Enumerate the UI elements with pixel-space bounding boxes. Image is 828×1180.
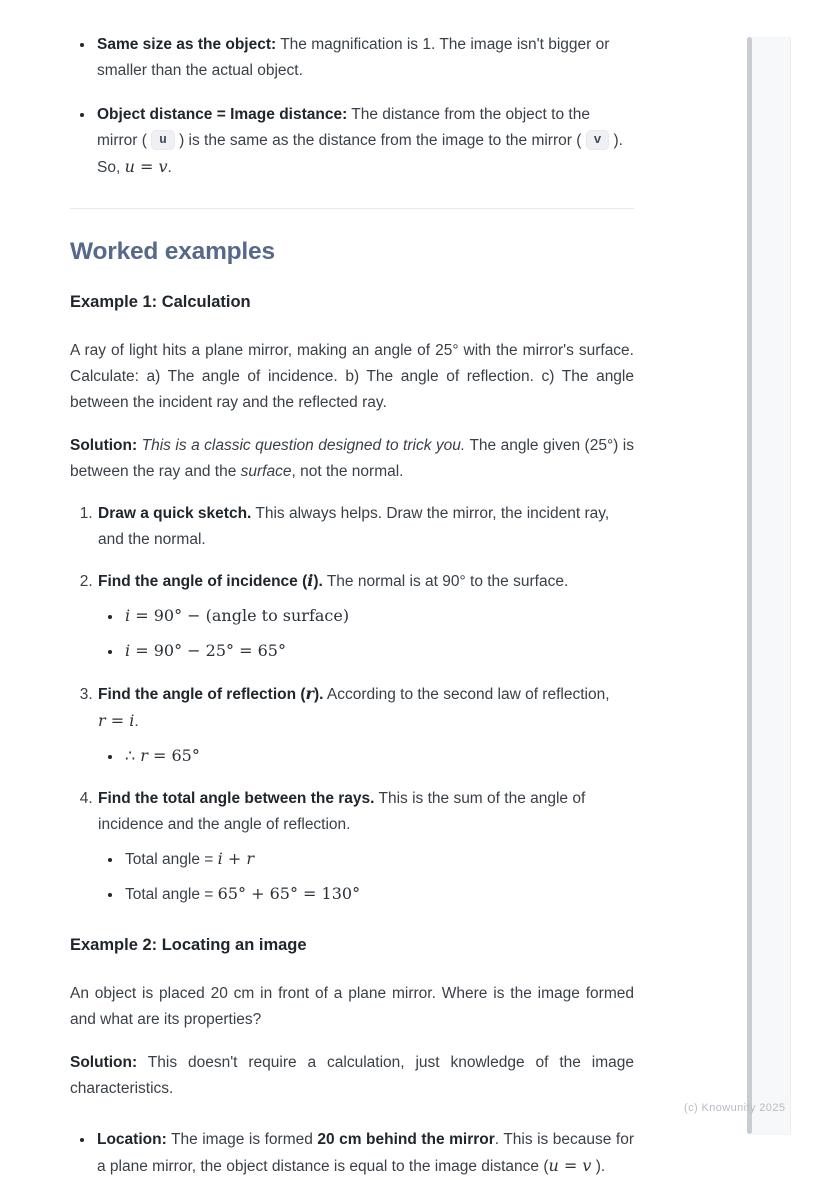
document-page [70,0,634,1180]
step-2 [97,568,634,666]
solution-italic-word: surface [240,463,292,480]
step-lead: Draw a quick sketch. [98,505,252,522]
list-item-object-distance [95,101,634,181]
step-sub-list [98,602,634,666]
sub-item [123,602,634,631]
step-text: This is the sum of the angle of incidence and the angle of reflection. [98,790,586,833]
math-r-equals-i: r = i [98,711,135,730]
code-chip-v: v [586,130,610,150]
bullet-text: The distance from the object to the mirror ( [97,106,590,149]
step-lead [98,686,323,703]
step-lead [98,573,323,590]
image-characteristics-list [70,1126,634,1180]
list-item-same-size [95,31,634,84]
bullet-text: ) is the same as the distance from the image to the mirror ( [179,132,582,149]
step-1 [97,501,634,553]
step-lead-text: ). [313,686,324,703]
solution-text: The angle given (25°) is between the ray and the [70,437,634,480]
sub-item [123,845,634,874]
step-sub-list [98,742,634,771]
copyright-watermark: (c) Knowunity 2025 [684,1102,786,1114]
solution-steps-list [70,501,634,909]
image-properties-list [70,31,634,181]
bullet-lead: Same size as the object: [97,36,277,53]
sub-item-text: Total angle = [125,886,214,903]
step-text: According to the second law of reflection, [326,686,610,703]
math-expression: 65° + 65° = 130° [217,884,361,903]
bullet-text: The image is formed [170,1131,313,1148]
list-item-location [95,1126,634,1180]
section-divider [70,208,634,209]
solution-italic: This is a classic question designed to trick you. [141,437,466,454]
bullet-text: ). [595,1158,606,1175]
step-3 [97,681,634,771]
solution-label: Solution: [70,1054,138,1071]
bullet-lead: Object distance = Image distance: [97,106,348,123]
example1-title: Example 1: Calculation [70,293,251,311]
code-chip-u: u [151,130,175,150]
sub-item [123,637,634,666]
step-lead-text: Find the angle of incidence ( [98,573,308,590]
math-expression: i + r [217,849,255,868]
page-title: Worked examples [70,238,275,265]
step-sub-list [98,845,634,909]
step-text: . [134,713,139,730]
bullet-text: . [167,159,172,176]
math-expression: i = 90° − (angle to surface) [125,606,350,625]
solution-text: , not the normal. [291,463,404,480]
bullet-strong: 20 cm behind the mirror [317,1131,495,1148]
example2-title: Example 2: Locating an image [70,936,307,954]
bullet-text: . This is because for a plane mirror, the object distance is equal to the image distance ( [97,1131,635,1175]
bullet-lead: Location: [97,1131,167,1148]
solution-label: Solution: [70,437,138,454]
sub-item [123,742,634,771]
step-lead: Find the total angle between the rays. [98,790,375,807]
math-var-r: r [305,684,314,703]
step-text: This always helps. Draw the mirror, the incident ray, and the normal. [98,505,610,548]
math-u-equals-v: u = v [124,157,168,176]
example1-solution [70,433,634,485]
scrollbar-track[interactable] [752,37,791,1135]
step-lead-text: ). [313,573,323,590]
math-var-i: i [307,571,314,590]
step-4 [97,786,634,909]
scrollbar-thumb[interactable] [747,37,752,1134]
sub-item [123,880,634,909]
math-expression: ∴ r = 65° [125,746,200,765]
example1-problem: A ray of light hits a plane mirror, making an angle of 25° with the mirror's surface. Calculate: a) The angle of incidence. b) The angle of reflection. c) The angle between the incident ray and the reflected ray. [70,342,634,411]
math-expression: i = 90° − 25° = 65° [125,641,286,660]
example2-solution [70,1050,634,1102]
bullet-text: ). So, [97,132,623,176]
step-lead-text: Find the angle of reflection ( [98,686,306,703]
sub-item-text: Total angle = [125,851,214,868]
math-u-equals-v: u = v [548,1156,592,1175]
example2-problem: An object is placed 20 cm in front of a plane mirror. Where is the image formed and what are its properties? [70,985,634,1028]
step-text: The normal is at 90° to the surface. [326,573,569,590]
solution-text: This doesn't require a calculation, just knowledge of the image characteristics. [70,1054,634,1097]
bullet-text: The magnification is 1. The image isn't bigger or smaller than the actual object. [97,36,610,79]
